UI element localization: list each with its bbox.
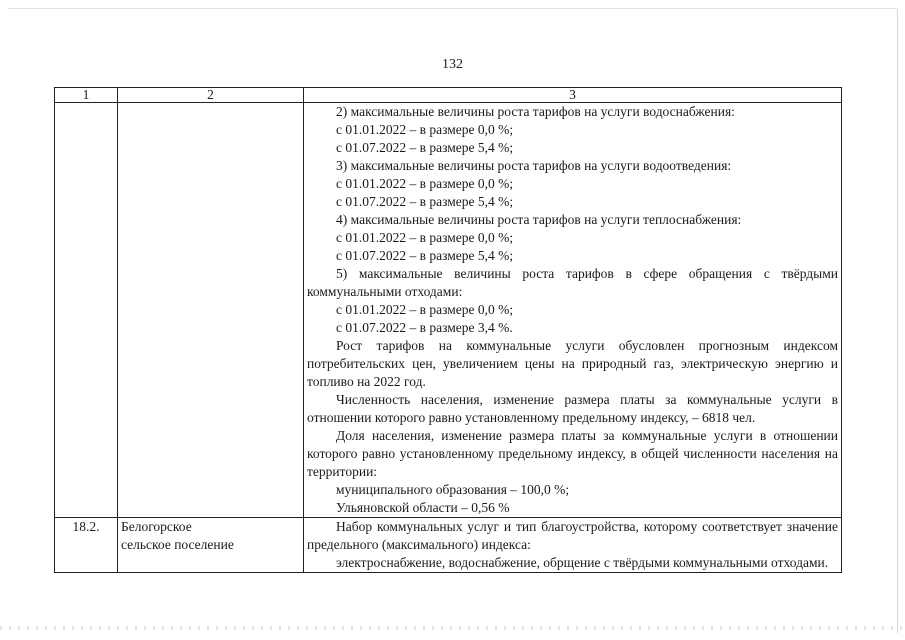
paragraph: электроснабжение, водоснабжение, обрщение с твёрдыми коммунальными отходами. [336, 555, 829, 570]
column-header-2: 2 [118, 88, 304, 103]
row-number-cell: 18.2. [55, 518, 118, 573]
row-name-cell [118, 103, 304, 518]
table-header-row [55, 88, 842, 103]
column-header-1: 1 [55, 88, 118, 103]
column-header-3: 3 [304, 88, 842, 103]
paragraph: 2) максимальные величины роста тарифов на услуги водоснабжения: [336, 104, 735, 119]
paragraph: с 01.01.2022 – в размере 0,0 %; [336, 302, 514, 317]
paragraph: с 01.07.2022 – в размере 5,4 %; [336, 194, 514, 209]
paragraph: с 01.01.2022 – в размере 0,0 %; [336, 230, 514, 245]
paragraph: Набор коммунальных услуг и тип благоустройства, которому соответствует значение предельного (максимального) индекса: [307, 519, 838, 552]
paragraph: с 01.01.2022 – в размере 0,0 %; [336, 122, 514, 137]
paragraph: Численность населения, изменение размера платы за коммунальные услуги в отношении которого равно установленному предельному индексу, – 6818 чел. [307, 392, 838, 425]
settlement-name-line: Белогорское [121, 519, 192, 534]
paragraph: муниципального образования – 100,0 %; [336, 482, 570, 497]
row-content-cell [304, 518, 842, 573]
paragraph: Доля населения, изменение размера платы за коммунальные услуги в отношении которого равно установленному предельному индексу, в общей численности населения на территории: [307, 428, 838, 479]
paragraph: с 01.07.2022 – в размере 3,4 %. [336, 320, 513, 335]
row-name-cell [118, 518, 304, 573]
tariff-table [54, 87, 842, 573]
table-row [55, 518, 842, 573]
paragraph: 3) максимальные величины роста тарифов на услуги водоотведения: [336, 158, 732, 173]
paragraph: 5) максимальные величины роста тарифов в сфере обращения с твёрдыми коммунальными отходами: [307, 266, 838, 299]
paragraph: 4) максимальные величины роста тарифов на услуги теплоснабжения: [336, 212, 742, 227]
paragraph: с 01.01.2022 – в размере 0,0 %; [336, 176, 514, 191]
table-row [55, 103, 842, 518]
paragraph: Ульяновской области – 0,56 % [336, 500, 510, 515]
scan-speckle-strip [0, 626, 905, 630]
paragraph: с 01.07.2022 – в размере 5,4 %; [336, 248, 514, 263]
paragraph: Рост тарифов на коммунальные услуги обусловлен прогнозным индексом потребительских цен, увеличением цены на природный газ, электрическую энергию и топливо на 2022 год. [307, 338, 838, 389]
settlement-name-line: сельское поселение [121, 537, 234, 552]
row-number-cell [55, 103, 118, 518]
row-content-cell [304, 103, 842, 518]
page-number: 132 [442, 57, 463, 72]
paragraph: с 01.07.2022 – в размере 5,4 %; [336, 140, 514, 155]
